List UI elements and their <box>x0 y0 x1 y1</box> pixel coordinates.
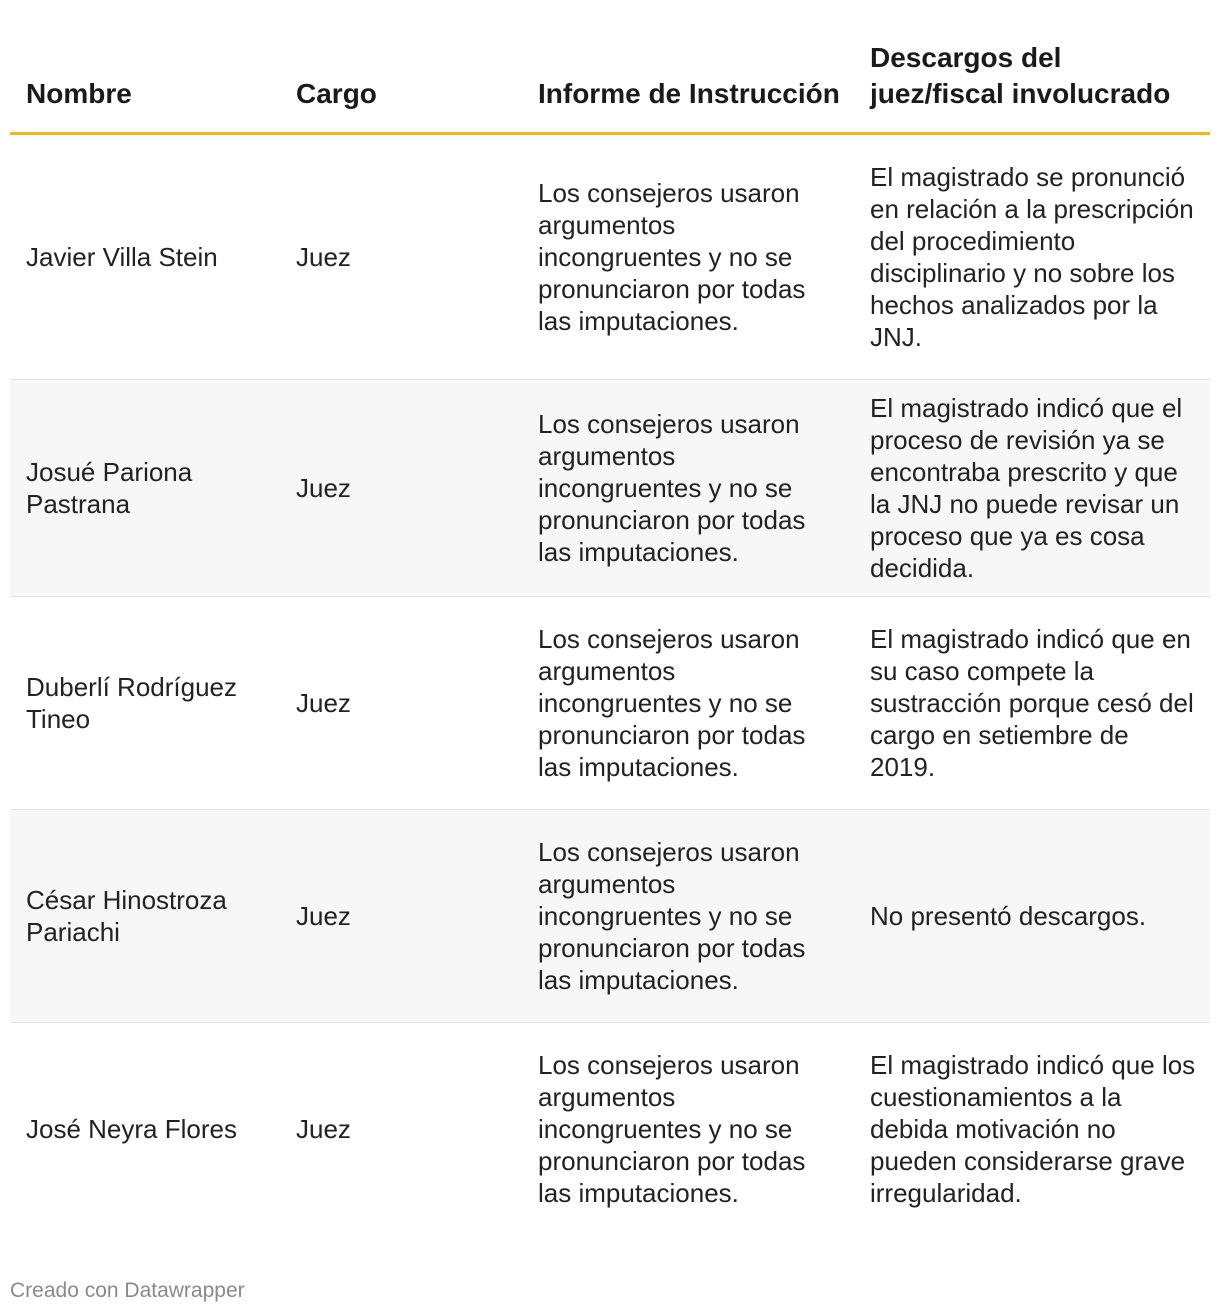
cell-informe: Los consejeros usaron argumentos incongruentes y no se pronunciaron por todas las imputaciones. <box>522 810 854 1023</box>
data-table <box>10 40 1210 1236</box>
column-header-informe[interactable]: Informe de Instrucción <box>522 40 854 134</box>
table-row <box>10 380 1210 597</box>
table-row <box>10 597 1210 810</box>
column-header-cargo[interactable]: Cargo <box>280 40 522 134</box>
cell-cargo: Juez <box>280 134 522 380</box>
cell-descargos: El magistrado indicó que los cuestionamientos a la debida motivación no pueden considerarse grave irregularidad. <box>870 1050 1196 1209</box>
datawrapper-credit[interactable]: Creado con Datawrapper <box>10 1279 245 1302</box>
table-row <box>10 1023 1210 1236</box>
cell-descargos: El magistrado indicó que el proceso de revisión ya se encontraba prescrito y que la JNJ no puede revisar un proceso que ya es cosa decidida. <box>854 380 1210 597</box>
cell-cargo: Juez <box>280 380 522 597</box>
header-row <box>10 40 1210 134</box>
cell-informe: Los consejeros usaron argumentos incongruentes y no se pronunciaron por todas las imputaciones. <box>522 134 854 380</box>
cell-nombre: Duberlí Rodríguez Tineo <box>10 597 280 810</box>
column-header-nombre[interactable]: Nombre <box>10 40 280 134</box>
table-row <box>10 810 1210 1023</box>
table-header <box>10 40 1210 134</box>
cell-informe: Los consejeros usaron argumentos incongruentes y no se pronunciaron por todas las imputaciones. <box>538 1050 806 1209</box>
cell-cargo: Juez <box>280 597 522 810</box>
data-table-container <box>10 40 1210 1236</box>
cell-cargo: Juez <box>296 1114 351 1145</box>
cell-nombre: Josué Pariona Pastrana <box>10 380 280 597</box>
cell-cargo: Juez <box>280 810 522 1023</box>
table-row <box>10 134 1210 380</box>
table-body <box>10 134 1210 1236</box>
cell-descargos: No presentó descargos. <box>854 810 1210 1023</box>
cell-informe: Los consejeros usaron argumentos incongruentes y no se pronunciaron por todas las imputaciones. <box>522 597 854 810</box>
cell-descargos: El magistrado se pronunció en relación a la prescripción del procedimiento disciplinario y no sobre los hechos analizados por la JNJ. <box>854 134 1210 380</box>
cell-nombre: César Hinostroza Pariachi <box>10 810 280 1023</box>
cell-descargos: El magistrado indicó que en su caso compete la sustracción porque cesó del cargo en setiembre de 2019. <box>854 597 1210 810</box>
column-header-descargos[interactable]: Descargos del juez/fiscal involucrado <box>854 40 1210 134</box>
cell-nombre: Javier Villa Stein <box>10 134 280 380</box>
cell-informe: Los consejeros usaron argumentos incongruentes y no se pronunciaron por todas las imputaciones. <box>522 380 854 597</box>
cell-nombre: José Neyra Flores <box>26 1114 237 1145</box>
